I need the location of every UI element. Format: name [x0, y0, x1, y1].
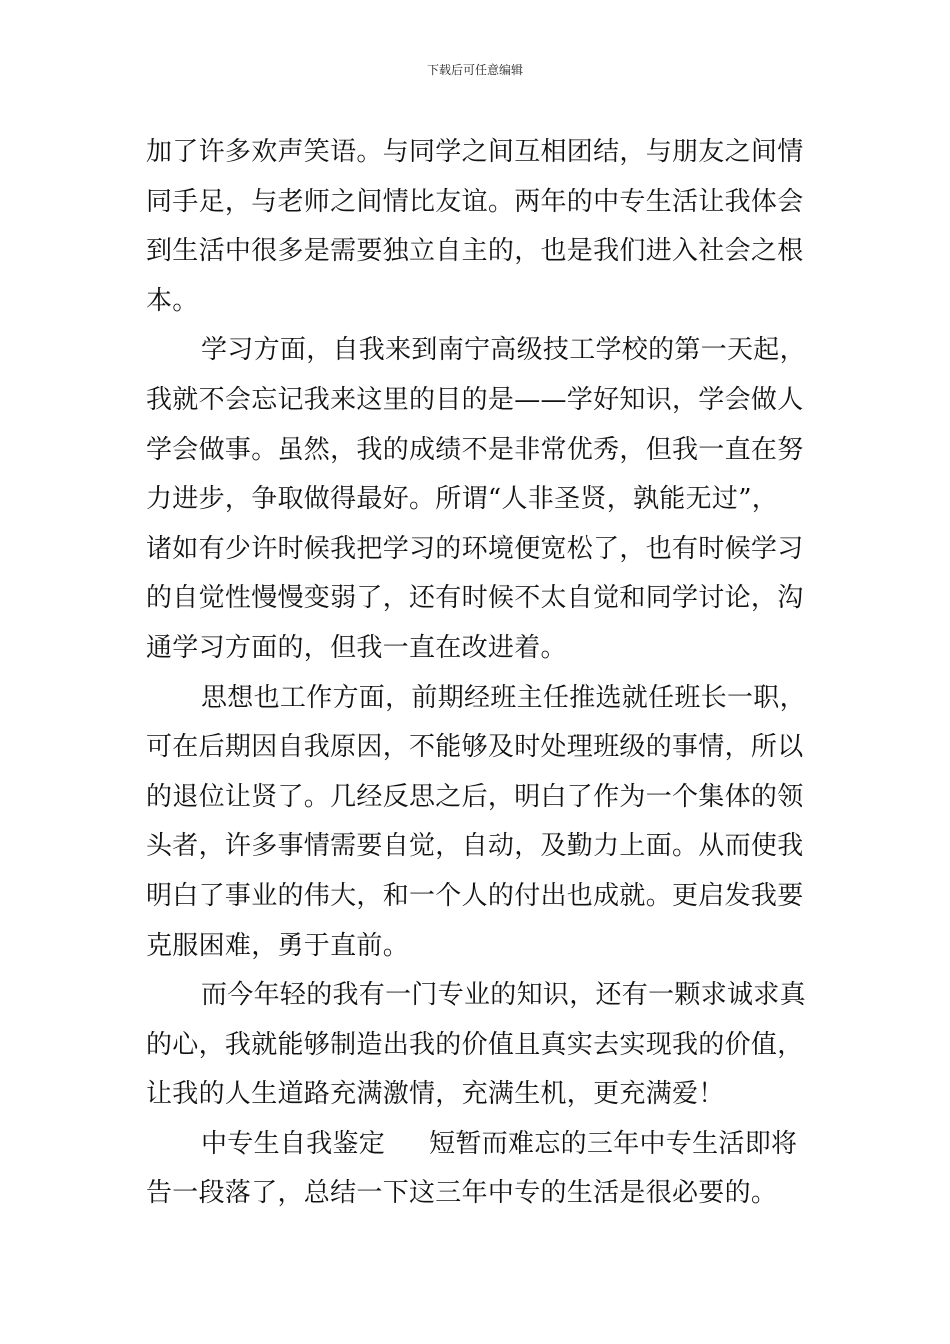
text-line: 诸如有少许时候我把学习的环境便宽松了，也有时候学习: [146, 533, 804, 564]
section-heading: 中专生自我鉴定: [201, 1128, 386, 1159]
paragraph-self-assessment: [146, 1120, 810, 1219]
text-line: 克服困难，勇于直前。: [146, 930, 410, 961]
text-line: 可在后期因自我原因，不能够及时处理班级的事情，所以: [146, 732, 804, 763]
paragraph-work: [146, 674, 810, 972]
text-line: [146, 1120, 810, 1170]
text-line: 明白了事业的伟大，和一个人的付出也成就。更启发我要: [146, 880, 804, 911]
text-line: 本。: [146, 285, 199, 316]
page-header-note: 下载后可任意编辑: [426, 63, 523, 77]
text-line: 的自觉性慢慢变弱了，还有时候不太自觉和同学讨论，沟: [146, 583, 804, 614]
paragraph-1: [146, 128, 810, 326]
text-line: 加了许多欢声笑语。与同学之间互相团结，与朋友之间情: [146, 137, 804, 167]
text-line: 到生活中很多是需要独立自主的，也是我们进入社会之根: [146, 236, 804, 267]
text-line: 头者，许多事情需要自觉，自动，及勤力上面。从而使我: [146, 831, 804, 862]
text-line: 通学习方面的，但我一直在改进着。: [146, 632, 567, 663]
paragraph-future: [146, 971, 810, 1120]
text-line: 思想也工作方面，前期经班主任推选就任班长一职，: [201, 682, 806, 713]
text-line: 力进步，争取做得最好。所谓“人非圣贤，孰能无过”，: [146, 484, 779, 515]
paragraph-study: [146, 326, 810, 673]
text-line: 告一段落了，总结一下这三年中专的生活是很必要的。: [146, 1178, 778, 1209]
document-body: [146, 128, 810, 1219]
text-line: 的退位让贤了。几经反思之后，明白了作为一个集体的领: [146, 781, 804, 812]
text-line: 我就不会忘记我来这里的目的是——学好知识，学会做人: [146, 384, 804, 415]
text-line: 学习方面，自我来到南宁高级技工学校的第一天起，: [201, 335, 806, 366]
text-line: 而今年轻的我有一门专业的知识，还有一颗求诚求真: [201, 980, 806, 1011]
text-line: 学会做事。虽然，我的成绩不是非常优秀，但我一直在努: [146, 434, 804, 465]
text-line: 同手足，与老师之间情比友谊。两年的中专生活让我体会: [146, 186, 804, 217]
text-segment: 短暂而难忘的三年中专生活即将: [429, 1128, 798, 1159]
text-line: 的心，我就能够制造出我的价值且真实去实现我的价值，: [146, 1029, 804, 1060]
text-line: 让我的人生道路充满激情，充满生机，更充满爱！: [146, 1079, 725, 1110]
